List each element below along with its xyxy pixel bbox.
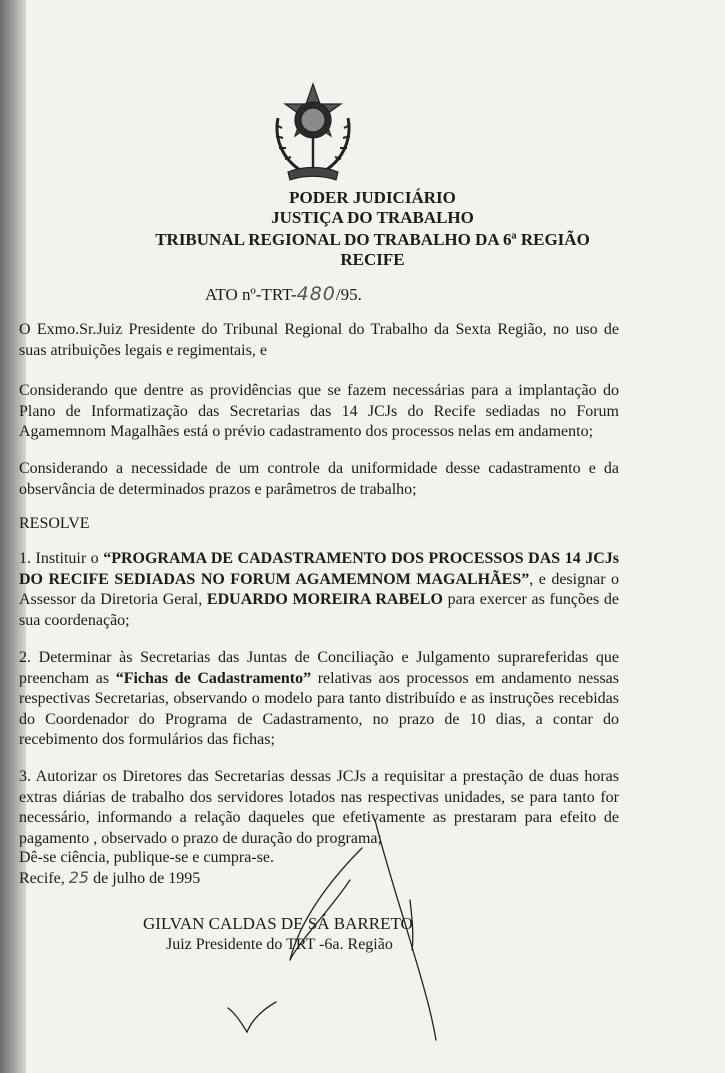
scan-binding-shadow <box>0 0 26 1073</box>
signatory-title: Juiz Presidente do TRT -6a. Região <box>166 936 393 953</box>
publish-line: Dê-se ciência, publique-se e cumpra-se. <box>19 849 274 866</box>
date-line <box>19 868 200 888</box>
item-1-program-name: “PROGRAMA DE CADASTRAMENTO DOS PROCESSOS DAS 14 JCJs DO RECIFE SEDIADAS NO FORUM AGAMEMNOM MAGALHÃES” <box>19 550 619 588</box>
item-2-text-c: relativas aos processos em andamento nessas respectivas Secretarias, observando o modelo para tanto distribuído e as instruções recebidas do Coordenador do Programa de Cadastramento, no prazo de 10 dias, a contar do recebimento dos formulários das fichas; <box>19 669 620 748</box>
item-2-fichas: “Fichas de Cadastramento” <box>115 669 312 687</box>
item-1-paragraph <box>19 549 619 631</box>
header-tribunal-regional: TRIBUNAL REGIONAL DO TRABALHO DA 6ª REGIÃO <box>155 230 590 249</box>
item-1-text-a: 1. Instituir o <box>19 550 104 567</box>
resolve-heading: RESOLVE <box>19 515 90 532</box>
header-poder-judiciario: PODER JUDICIÁRIO <box>289 188 456 207</box>
ato-number-line <box>205 283 362 305</box>
header-justica-do-trabalho: JUSTIÇA DO TRABALHO <box>271 208 474 227</box>
signatory-name: GILVAN CALDAS DE SÁ BARRETO <box>143 914 413 933</box>
considerando-paragraph-1: Considerando que dentre as providências que se fazem necessárias para a implantação do Plano de Informatização das Secretarias das 14 JCJs do Recife sediadas no Forum Agamemnom Magalhães está o prévio cadastramento dos processos nelas em andamento; <box>19 382 619 440</box>
ato-suffix: /95. <box>335 285 362 304</box>
brazil-coat-of-arms-icon <box>268 78 358 188</box>
ato-prefix: ATO nº-TRT- <box>205 285 297 304</box>
ato-handwritten-number: 480 <box>296 283 336 305</box>
intro-paragraph: O Exmo.Sr.Juiz Presidente do Tribunal Regional do Trabalho da Sexta Região, no uso de suas atribuições legais e regimentais, e <box>19 321 619 359</box>
date-rest: de julho de 1995 <box>93 870 201 887</box>
header-recife: RECIFE <box>340 250 405 269</box>
item-2-paragraph <box>19 648 619 751</box>
date-handwritten-day: 25 <box>68 868 90 887</box>
item-1-text-c: , e designar o Assessor da Diretoria Geral, <box>19 570 620 608</box>
item-2-text-a: 2. Determinar às Secretarias das Juntas de Conciliação e Julgamento suprareferidas que preencham as <box>19 649 619 687</box>
considerando-paragraph-2: Considerando a necessidade de um controle da uniformidade desse cadastramento e da observância de determinados prazos e parâmetros de trabalho; <box>19 460 619 498</box>
item-3-paragraph: 3. Autorizar os Diretores das Secretarias dessas JCJs a requisitar a prestação de duas horas extras diárias de trabalho dos servidores lotados nas respectivas unidades, se para tanto for necessário, informando a relação daqueles que efetivamente as prestaram para efeito de pagamento , observado o prazo de duração do programa; <box>19 768 619 847</box>
item-1-assessor-name: EDUARDO MOREIRA RABELO <box>206 591 443 608</box>
date-place: Recife, <box>19 870 65 887</box>
item-1-text-e: para exercer as funções de sua coordenação; <box>19 591 620 629</box>
